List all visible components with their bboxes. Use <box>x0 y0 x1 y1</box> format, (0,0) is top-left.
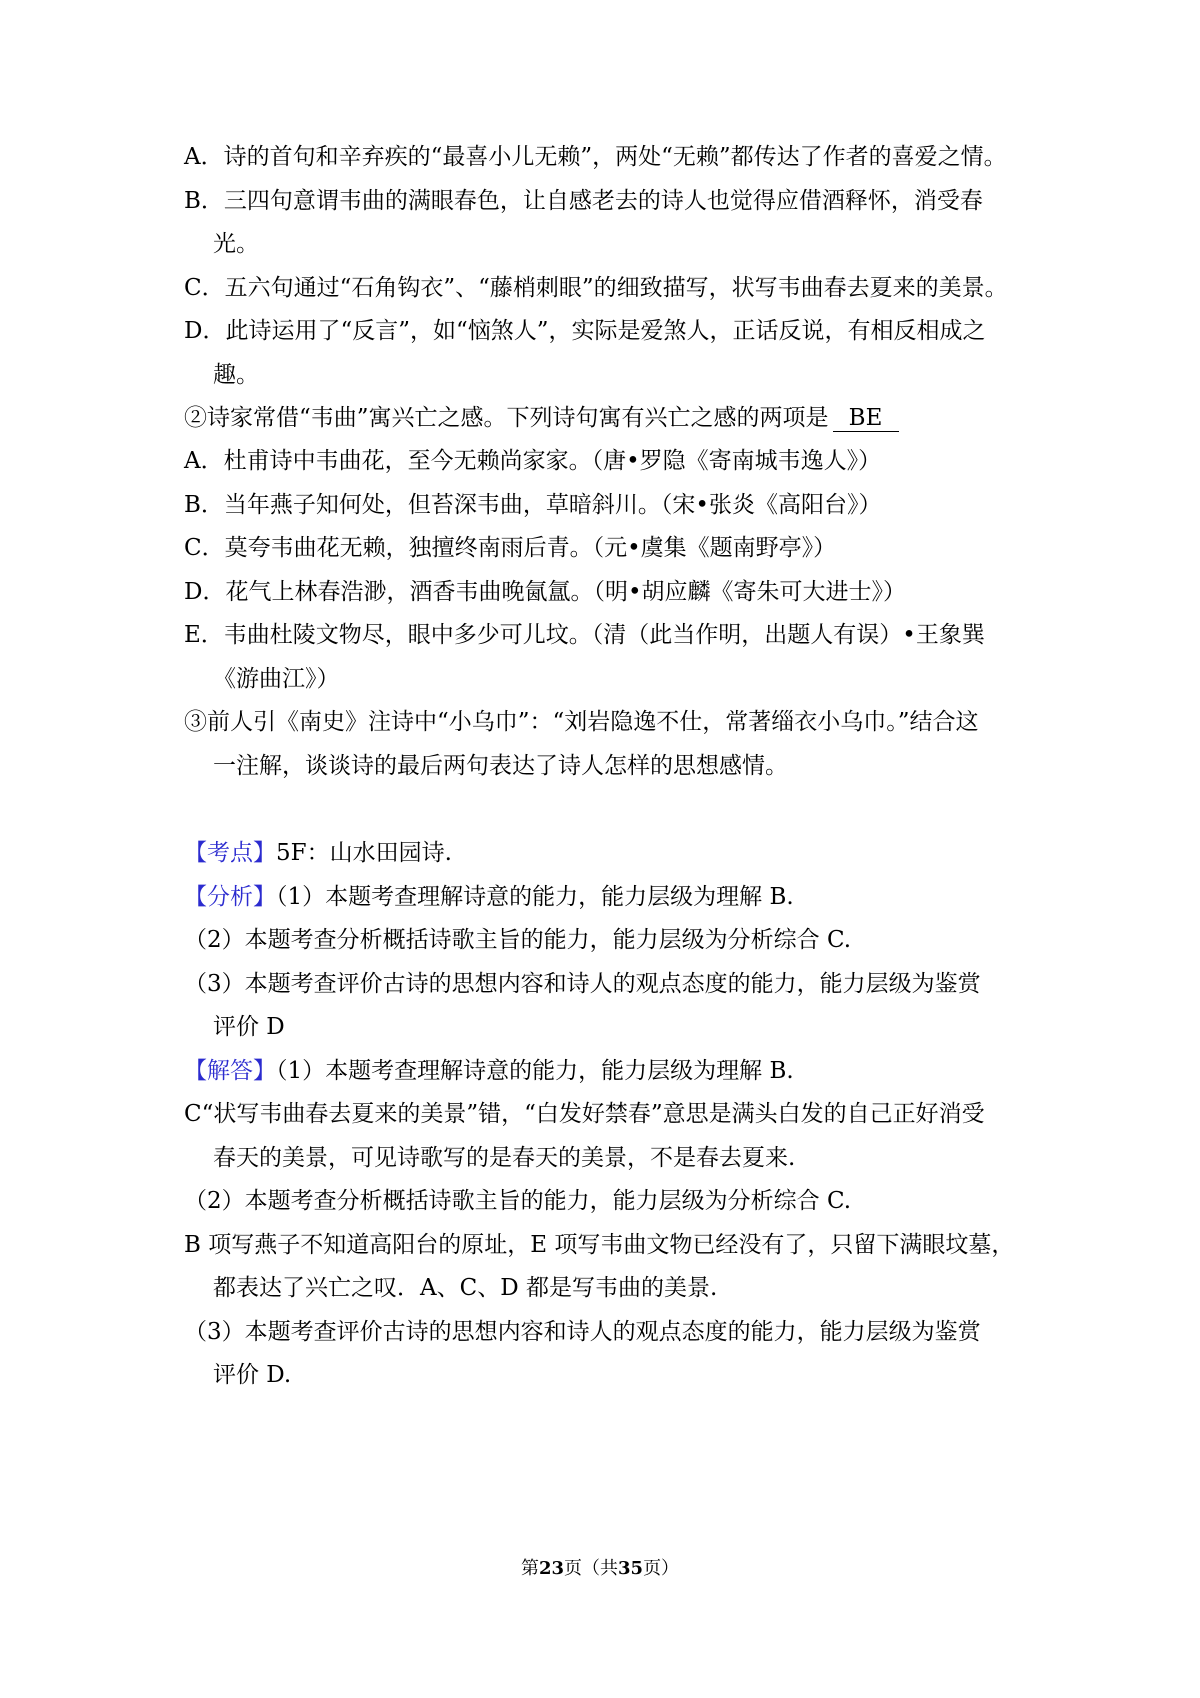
q2-option-a: A．杜甫诗中韦曲花，至今无赖尚家家。（唐•罗隐《寄南城韦逸人》） <box>184 448 882 474</box>
fenxi-line-4: 评价 D <box>213 1014 285 1040</box>
q1-option-a: A．诗的首句和辛弃疾的“最喜小儿无赖”，两处“无赖”都传达了作者的喜爱之情。 <box>184 144 1007 170</box>
fenxi-line-2: （2）本题考查分析概括诗歌主旨的能力，能力层级为分析综合 C. <box>184 927 852 953</box>
q2-answer: BE <box>833 405 899 432</box>
q3-stem: ③前人引《南史》注诗中“小乌巾”：“刘岩隐逸不仕，常著缁衣小乌巾。”结合这 <box>184 709 979 735</box>
kaodian-section <box>184 838 1030 868</box>
footer-suffix: 页） <box>643 1558 680 1579</box>
q1-option-b-cont: 光。 <box>213 231 259 257</box>
footer-middle: 页（共 <box>564 1558 618 1579</box>
kaodian-tag: 【考点】 <box>184 840 276 866</box>
q2-stem-text: ②诗家常借“韦曲”寓兴亡之感。下列诗句寓有兴亡之感的两项是 <box>184 405 829 431</box>
jieda-line-6: 都表达了兴亡之叹．A、C、D 都是写韦曲的美景. <box>213 1275 718 1301</box>
page-footer <box>0 1557 1200 1581</box>
fenxi-tag: 【分析】 <box>184 884 276 910</box>
q1-option-c: C．五六句通过“石角钩衣”、“藤梢刺眼”的细致描写，状写韦曲春去夏来的美景。 <box>184 275 1008 301</box>
jieda-line-2: C“状写韦曲春去夏来的美景”错，“白发好禁春”意思是满头白发的自己正好消受 <box>184 1101 985 1127</box>
q2-option-c: C．莫夸韦曲花无赖，独擅终南雨后青。（元•虞集《题南野亭》） <box>184 535 837 561</box>
q1-option-d-cont: 趣。 <box>213 362 259 388</box>
jieda-line-4: （2）本题考查分析概括诗歌主旨的能力，能力层级为分析综合 C. <box>184 1188 852 1214</box>
q1-option-b: B．三四句意谓韦曲的满眼春色，让自感老去的诗人也觉得应借酒释怀，消受春 <box>184 188 983 214</box>
jieda-line-5: B 项写燕子不知道高阳台的原址，E 项写韦曲文物已经没有了，只留下满眼坟墓， <box>184 1232 1015 1258</box>
jieda-line-8: 评价 D. <box>213 1362 292 1388</box>
q2-option-e: E．韦曲杜陵文物尽，眼中多少可儿坟。（清（此当作明，出题人有误）•王象巽 <box>184 622 985 648</box>
q2-option-e-cont: 《游曲江》） <box>213 666 340 692</box>
jieda-line-7: （3）本题考查评价古诗的思想内容和诗人的观点态度的能力，能力层级为鉴赏 <box>184 1319 981 1345</box>
fenxi-line-3: （3）本题考查评价古诗的思想内容和诗人的观点态度的能力，能力层级为鉴赏 <box>184 971 981 997</box>
footer-total-pages: 35 <box>618 1558 644 1579</box>
jieda-section <box>184 1056 1030 1086</box>
q1-option-d: D．此诗运用了“反言”，如“恼煞人”，实际是爱煞人，正话反说，有相反相成之 <box>184 318 986 344</box>
fenxi-line-1: （1）本题考查理解诗意的能力，能力层级为理解 B. <box>276 884 794 910</box>
footer-prefix: 第 <box>520 1558 539 1579</box>
jieda-line-3: 春天的美景，可见诗歌写的是春天的美景，不是春去夏来. <box>213 1145 796 1171</box>
fenxi-section <box>184 882 1030 912</box>
kaodian-text: 5F：山水田园诗. <box>276 840 452 866</box>
q2-option-b: B．当年燕子知何处，但苔深韦曲，草暗斜川。（宋•张炎《高阳台》） <box>184 492 882 518</box>
footer-page-number: 23 <box>538 1558 564 1579</box>
q2-stem <box>184 403 1030 433</box>
jieda-tag: 【解答】 <box>184 1058 276 1084</box>
q2-option-d: D．花气上林春浩渺，酒香韦曲晚氤氲。（明•胡应麟《寄朱可大进士》） <box>184 579 907 605</box>
q3-stem-cont: 一注解，谈谈诗的最后两句表达了诗人怎样的思想感情。 <box>213 753 788 779</box>
jieda-line-1: （1）本题考查理解诗意的能力，能力层级为理解 B. <box>276 1058 794 1084</box>
